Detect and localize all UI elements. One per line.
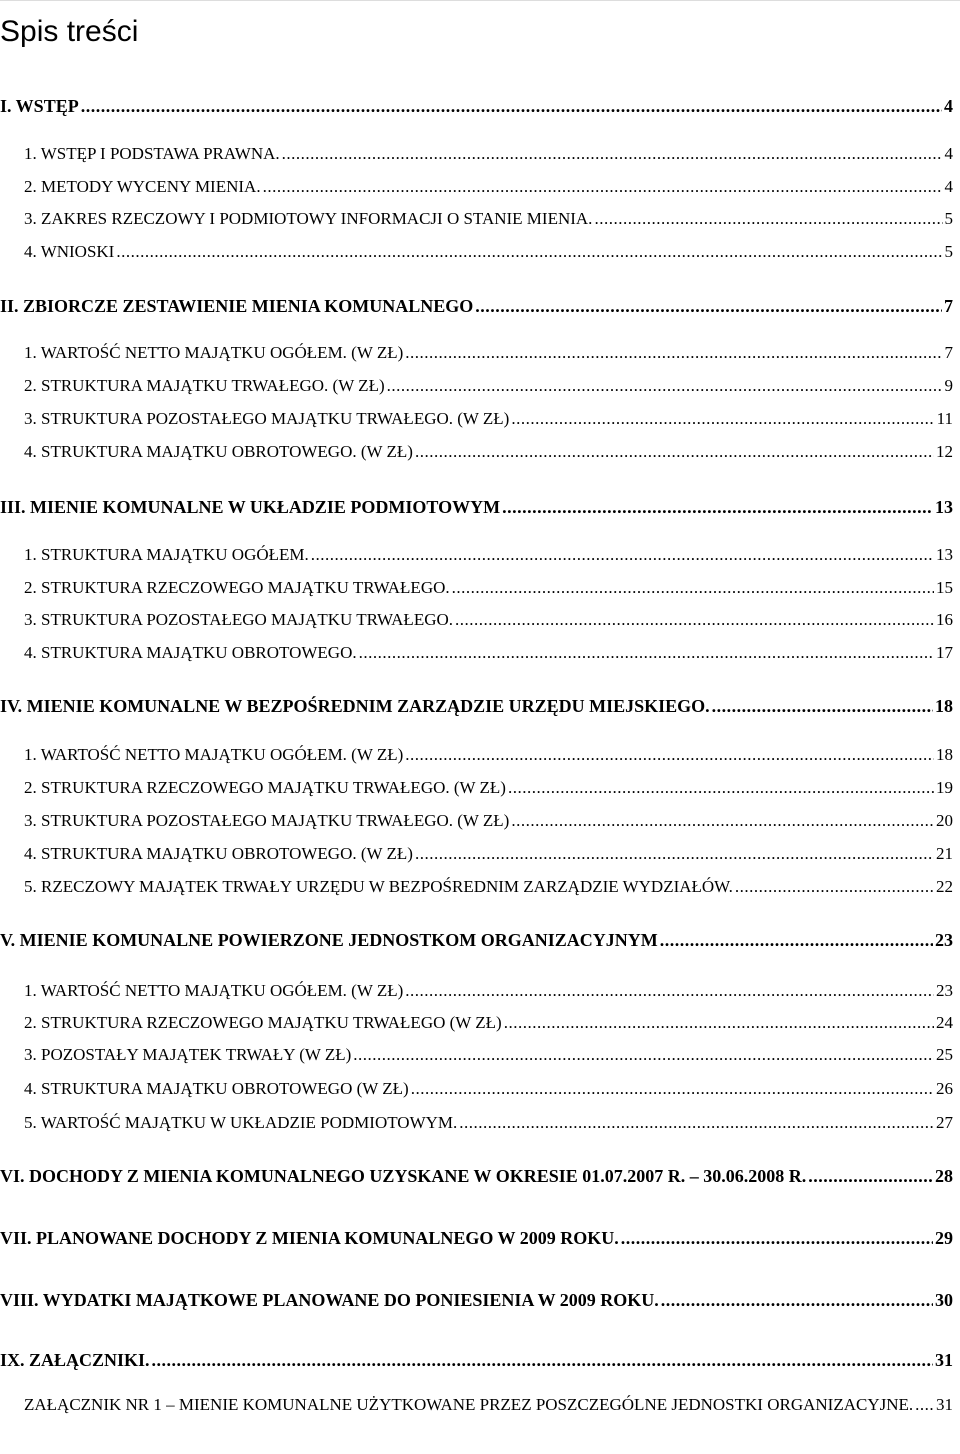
toc-entry-text: 3. STRUKTURA POZOSTAŁEGO MAJĄTKU TRWAŁEGO.: [24, 610, 454, 629]
toc-page-number: 4: [944, 144, 953, 163]
toc-subsection-entry[interactable]: [0, 144, 953, 170]
toc-page-number: 29: [935, 1228, 953, 1248]
toc-dot-leader: [502, 497, 933, 518]
toc-subsection-entry[interactable]: [0, 209, 953, 235]
toc-dot-leader: [387, 376, 943, 396]
toc-dot-leader: [415, 442, 934, 462]
toc-subsection-entry[interactable]: [0, 376, 953, 402]
toc-page-number: 4: [944, 177, 953, 196]
toc-page-number: 13: [935, 497, 953, 517]
toc-dot-leader: [712, 696, 933, 717]
toc-page-number: 4: [944, 96, 953, 116]
toc-dot-leader: [475, 296, 942, 317]
toc-dot-leader: [405, 981, 934, 1001]
toc-dot-leader: [415, 844, 934, 864]
toc-page-number: 27: [936, 1113, 953, 1132]
toc-entry-text: II. ZBIORCZE ZESTAWIENIE MIENIA KOMUNALNEGO: [0, 296, 474, 316]
toc-page-number: 9: [944, 376, 953, 395]
toc-entry-text: 1. WARTOŚĆ NETTO MAJĄTKU OGÓŁEM. (W ZŁ): [24, 343, 404, 362]
toc-entry-text: 1. WARTOŚĆ NETTO MAJĄTKU OGÓŁEM. (W ZŁ): [24, 981, 404, 1000]
toc-page-number: 26: [936, 1079, 953, 1098]
toc-entry-text: 1. WARTOŚĆ NETTO MAJĄTKU OGÓŁEM. (W ZŁ): [24, 745, 404, 764]
toc-page-number: 31: [935, 1350, 953, 1370]
toc-page-number: 20: [936, 811, 953, 830]
toc-subsection-entry[interactable]: [0, 643, 953, 669]
toc-entry-text: V. MIENIE KOMUNALNE POWIERZONE JEDNOSTKOM ORGANIZACYJNYM: [0, 930, 658, 950]
toc-subsection-entry[interactable]: [0, 1013, 953, 1039]
toc-entry-text: 2. STRUKTURA MAJĄTKU TRWAŁEGO. (W ZŁ): [24, 376, 385, 395]
toc-subsection-entry[interactable]: [0, 242, 953, 268]
toc-page-number: 23: [936, 981, 953, 1000]
toc-entry-text: VIII. WYDATKI MAJĄTKOWE PLANOWANE DO PONIESIENIA W 2009 ROKU.: [0, 1290, 659, 1310]
toc-subsection-entry[interactable]: [0, 981, 953, 1007]
toc-dot-leader: [405, 745, 934, 765]
toc-subsection-entry[interactable]: [0, 343, 953, 369]
page-title: Spis treści: [0, 15, 139, 48]
toc-page-number: 18: [935, 696, 953, 716]
toc-section-entry[interactable]: [0, 1166, 953, 1192]
toc-entry-text: 2. STRUKTURA RZECZOWEGO MAJĄTKU TRWAŁEGO (W ZŁ): [24, 1013, 502, 1032]
toc-subsection-entry[interactable]: [0, 442, 953, 468]
toc-dot-leader: [116, 242, 942, 262]
toc-subsection-entry[interactable]: [0, 745, 953, 771]
toc-dot-leader: [660, 930, 933, 951]
toc-page-number: 11: [936, 409, 953, 428]
toc-section-entry[interactable]: [0, 1290, 953, 1316]
toc-section-entry[interactable]: [0, 696, 953, 722]
toc-entry-text: 4. STRUKTURA MAJĄTKU OBROTOWEGO (W ZŁ): [24, 1079, 409, 1098]
toc-page-number: 5: [944, 242, 953, 261]
toc-dot-leader: [511, 811, 934, 831]
toc-dot-leader: [915, 1395, 934, 1415]
toc-entry-text: 4. STRUKTURA MAJĄTKU OBROTOWEGO. (W ZŁ): [24, 442, 413, 461]
toc-page-number: 16: [936, 610, 953, 629]
toc-section-entry[interactable]: [0, 1350, 953, 1376]
toc-dot-leader: [594, 209, 942, 229]
toc-subsection-entry[interactable]: [0, 409, 953, 435]
toc-page-number: 28: [935, 1166, 953, 1186]
toc-subsection-entry[interactable]: [0, 811, 953, 837]
toc-entry-text: 2. STRUKTURA RZECZOWEGO MAJĄTKU TRWAŁEGO. (W ZŁ): [24, 778, 506, 797]
toc-page-number: 15: [936, 578, 953, 597]
toc-subsection-entry[interactable]: [0, 877, 953, 903]
toc-page-number: 31: [936, 1395, 953, 1414]
toc-entry-text: 3. STRUKTURA POZOSTAŁEGO MAJĄTKU TRWAŁEGO. (W ZŁ): [24, 811, 510, 830]
toc-dot-leader: [411, 1079, 934, 1099]
toc-subsection-entry[interactable]: [0, 545, 953, 571]
toc-dot-leader: [455, 610, 934, 630]
toc-entry-text: IX. ZAŁĄCZNIKI.: [0, 1350, 150, 1370]
toc-entry-text: 4. STRUKTURA MAJĄTKU OBROTOWEGO.: [24, 643, 357, 662]
toc-dot-leader: [661, 1290, 933, 1311]
toc-page-number: 17: [936, 643, 953, 662]
toc-subsection-entry[interactable]: [0, 778, 953, 804]
toc-page-number: 13: [936, 545, 953, 564]
toc-subsection-entry[interactable]: [0, 1395, 953, 1421]
toc-dot-leader: [508, 778, 934, 798]
toc-page-number: 21: [936, 844, 953, 863]
page-top-rule: [0, 0, 960, 1]
toc-entry-text: 3. STRUKTURA POZOSTAŁEGO MAJĄTKU TRWAŁEGO. (W ZŁ): [24, 409, 510, 428]
toc-entry-text: 5. RZECZOWY MAJĄTEK TRWAŁY URZĘDU W BEZPOŚREDNIM ZARZĄDZIE WYDZIAŁÓW.: [24, 877, 733, 896]
toc-section-entry[interactable]: [0, 296, 953, 322]
toc-entry-text: 1. WSTĘP I PODSTAWA PRAWNA.: [24, 144, 280, 163]
toc-dot-leader: [263, 177, 943, 197]
toc-page-number: 30: [935, 1290, 953, 1310]
toc-page-number: 7: [944, 343, 953, 362]
toc-entry-text: 5. WARTOŚĆ MAJĄTKU W UKŁADZIE PODMIOTOWYM.: [24, 1113, 458, 1132]
toc-entry-text: 3. POZOSTAŁY MAJĄTEK TRWAŁY (W ZŁ): [24, 1045, 352, 1064]
toc-dot-leader: [808, 1166, 933, 1187]
toc-page-number: 19: [936, 778, 953, 797]
toc-entry-text: 4. STRUKTURA MAJĄTKU OBROTOWEGO. (W ZŁ): [24, 844, 413, 863]
toc-page-number: 24: [936, 1013, 953, 1032]
toc-subsection-entry[interactable]: [0, 1079, 953, 1105]
toc-subsection-entry[interactable]: [0, 610, 953, 636]
toc-dot-leader: [311, 545, 934, 565]
toc-dot-leader: [81, 96, 942, 117]
toc-dot-leader: [152, 1350, 933, 1371]
toc-page-number: 5: [944, 209, 953, 228]
toc-entry-text: 3. ZAKRES RZECZOWY I PODMIOTOWY INFORMACJI O STANIE MIENIA.: [24, 209, 593, 228]
toc-dot-leader: [459, 1113, 934, 1133]
toc-subsection-entry[interactable]: [0, 1113, 953, 1139]
toc-dot-leader: [282, 144, 943, 164]
toc-entry-text: VI. DOCHODY Z MIENIA KOMUNALNEGO UZYSKANE W OKRESIE 01.07.2007 R. – 30.06.2008 R.: [0, 1166, 807, 1186]
toc-entry-text: 2. STRUKTURA RZECZOWEGO MAJĄTKU TRWAŁEGO.: [24, 578, 450, 597]
toc-dot-leader: [359, 643, 934, 663]
toc-entry-text: 1. STRUKTURA MAJĄTKU OGÓŁEM.: [24, 545, 309, 564]
toc-entry-text: I. WSTĘP: [0, 96, 79, 116]
toc-section-entry[interactable]: [0, 930, 953, 956]
toc-entry-text: VII. PLANOWANE DOCHODY Z MIENIA KOMUNALNEGO W 2009 ROKU.: [0, 1228, 619, 1248]
toc-subsection-entry[interactable]: [0, 578, 953, 604]
toc-page-number: 23: [935, 930, 953, 950]
toc-entry-text: 4. WNIOSKI: [24, 242, 115, 261]
toc-subsection-entry[interactable]: [0, 177, 953, 203]
toc-entry-text: ZAŁĄCZNIK NR 1 – MIENIE KOMUNALNE UŻYTKOWANE PRZEZ POSZCZEGÓLNE JEDNOSTKI ORGANIZACYJNE.: [24, 1395, 914, 1414]
toc-dot-leader: [735, 877, 934, 897]
toc-page-number: 18: [936, 745, 953, 764]
toc-dot-leader: [511, 409, 934, 429]
toc-page-number: 7: [944, 296, 953, 316]
toc-section-entry[interactable]: [0, 1228, 953, 1254]
toc-section-entry[interactable]: [0, 497, 953, 523]
toc-subsection-entry[interactable]: [0, 1045, 953, 1071]
toc-entry-text: IV. MIENIE KOMUNALNE W BEZPOŚREDNIM ZARZĄDZIE URZĘDU MIEJSKIEGO.: [0, 696, 710, 716]
toc-dot-leader: [353, 1045, 934, 1065]
toc-section-entry[interactable]: [0, 96, 953, 122]
toc-dot-leader: [621, 1228, 933, 1249]
toc-entry-text: 2. METODY WYCENY MIENIA.: [24, 177, 261, 196]
toc-dot-leader: [405, 343, 942, 363]
toc-page-number: 22: [936, 877, 953, 896]
toc-page-number: 25: [936, 1045, 953, 1064]
toc-page-number: 12: [936, 442, 953, 461]
toc-dot-leader: [504, 1013, 934, 1033]
toc-subsection-entry[interactable]: [0, 844, 953, 870]
toc-dot-leader: [452, 578, 934, 598]
toc-entry-text: III. MIENIE KOMUNALNE W UKŁADZIE PODMIOTOWYM: [0, 497, 501, 517]
